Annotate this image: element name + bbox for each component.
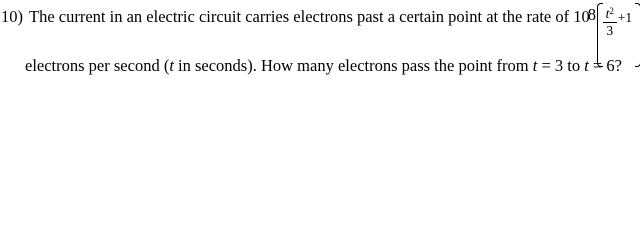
line2-var-t: t [169,56,174,75]
exponent-base: 8 [587,5,596,24]
t-from-var: t [532,56,538,75]
fraction-numerator-var: t [605,6,610,21]
fraction-numerator-power: 2 [609,6,614,16]
line2-part2: in seconds). How many electrons pass the point from [173,56,533,75]
problem-number: 10) [1,7,23,26]
fraction-numerator [603,4,617,21]
line2-part1: electrons per second ( [25,56,170,75]
t-to-eq: = 6? [588,56,622,75]
problem-line-2 [25,56,622,76]
exponent-fraction [603,4,617,38]
fraction-denominator: 3 [606,23,614,38]
problem-line-1 [1,5,640,38]
right-bracket [635,3,640,67]
exponent-plus-term: +1 [617,10,633,25]
t-to-var: t [584,56,589,75]
problem-statement [0,0,640,84]
exponent-expression [587,5,640,38]
t-from-eq: = 3 to [537,56,585,75]
problem-text-line-1: The current in an electric circuit carries electrons past a certain point at the rate of 10 [29,7,590,26]
